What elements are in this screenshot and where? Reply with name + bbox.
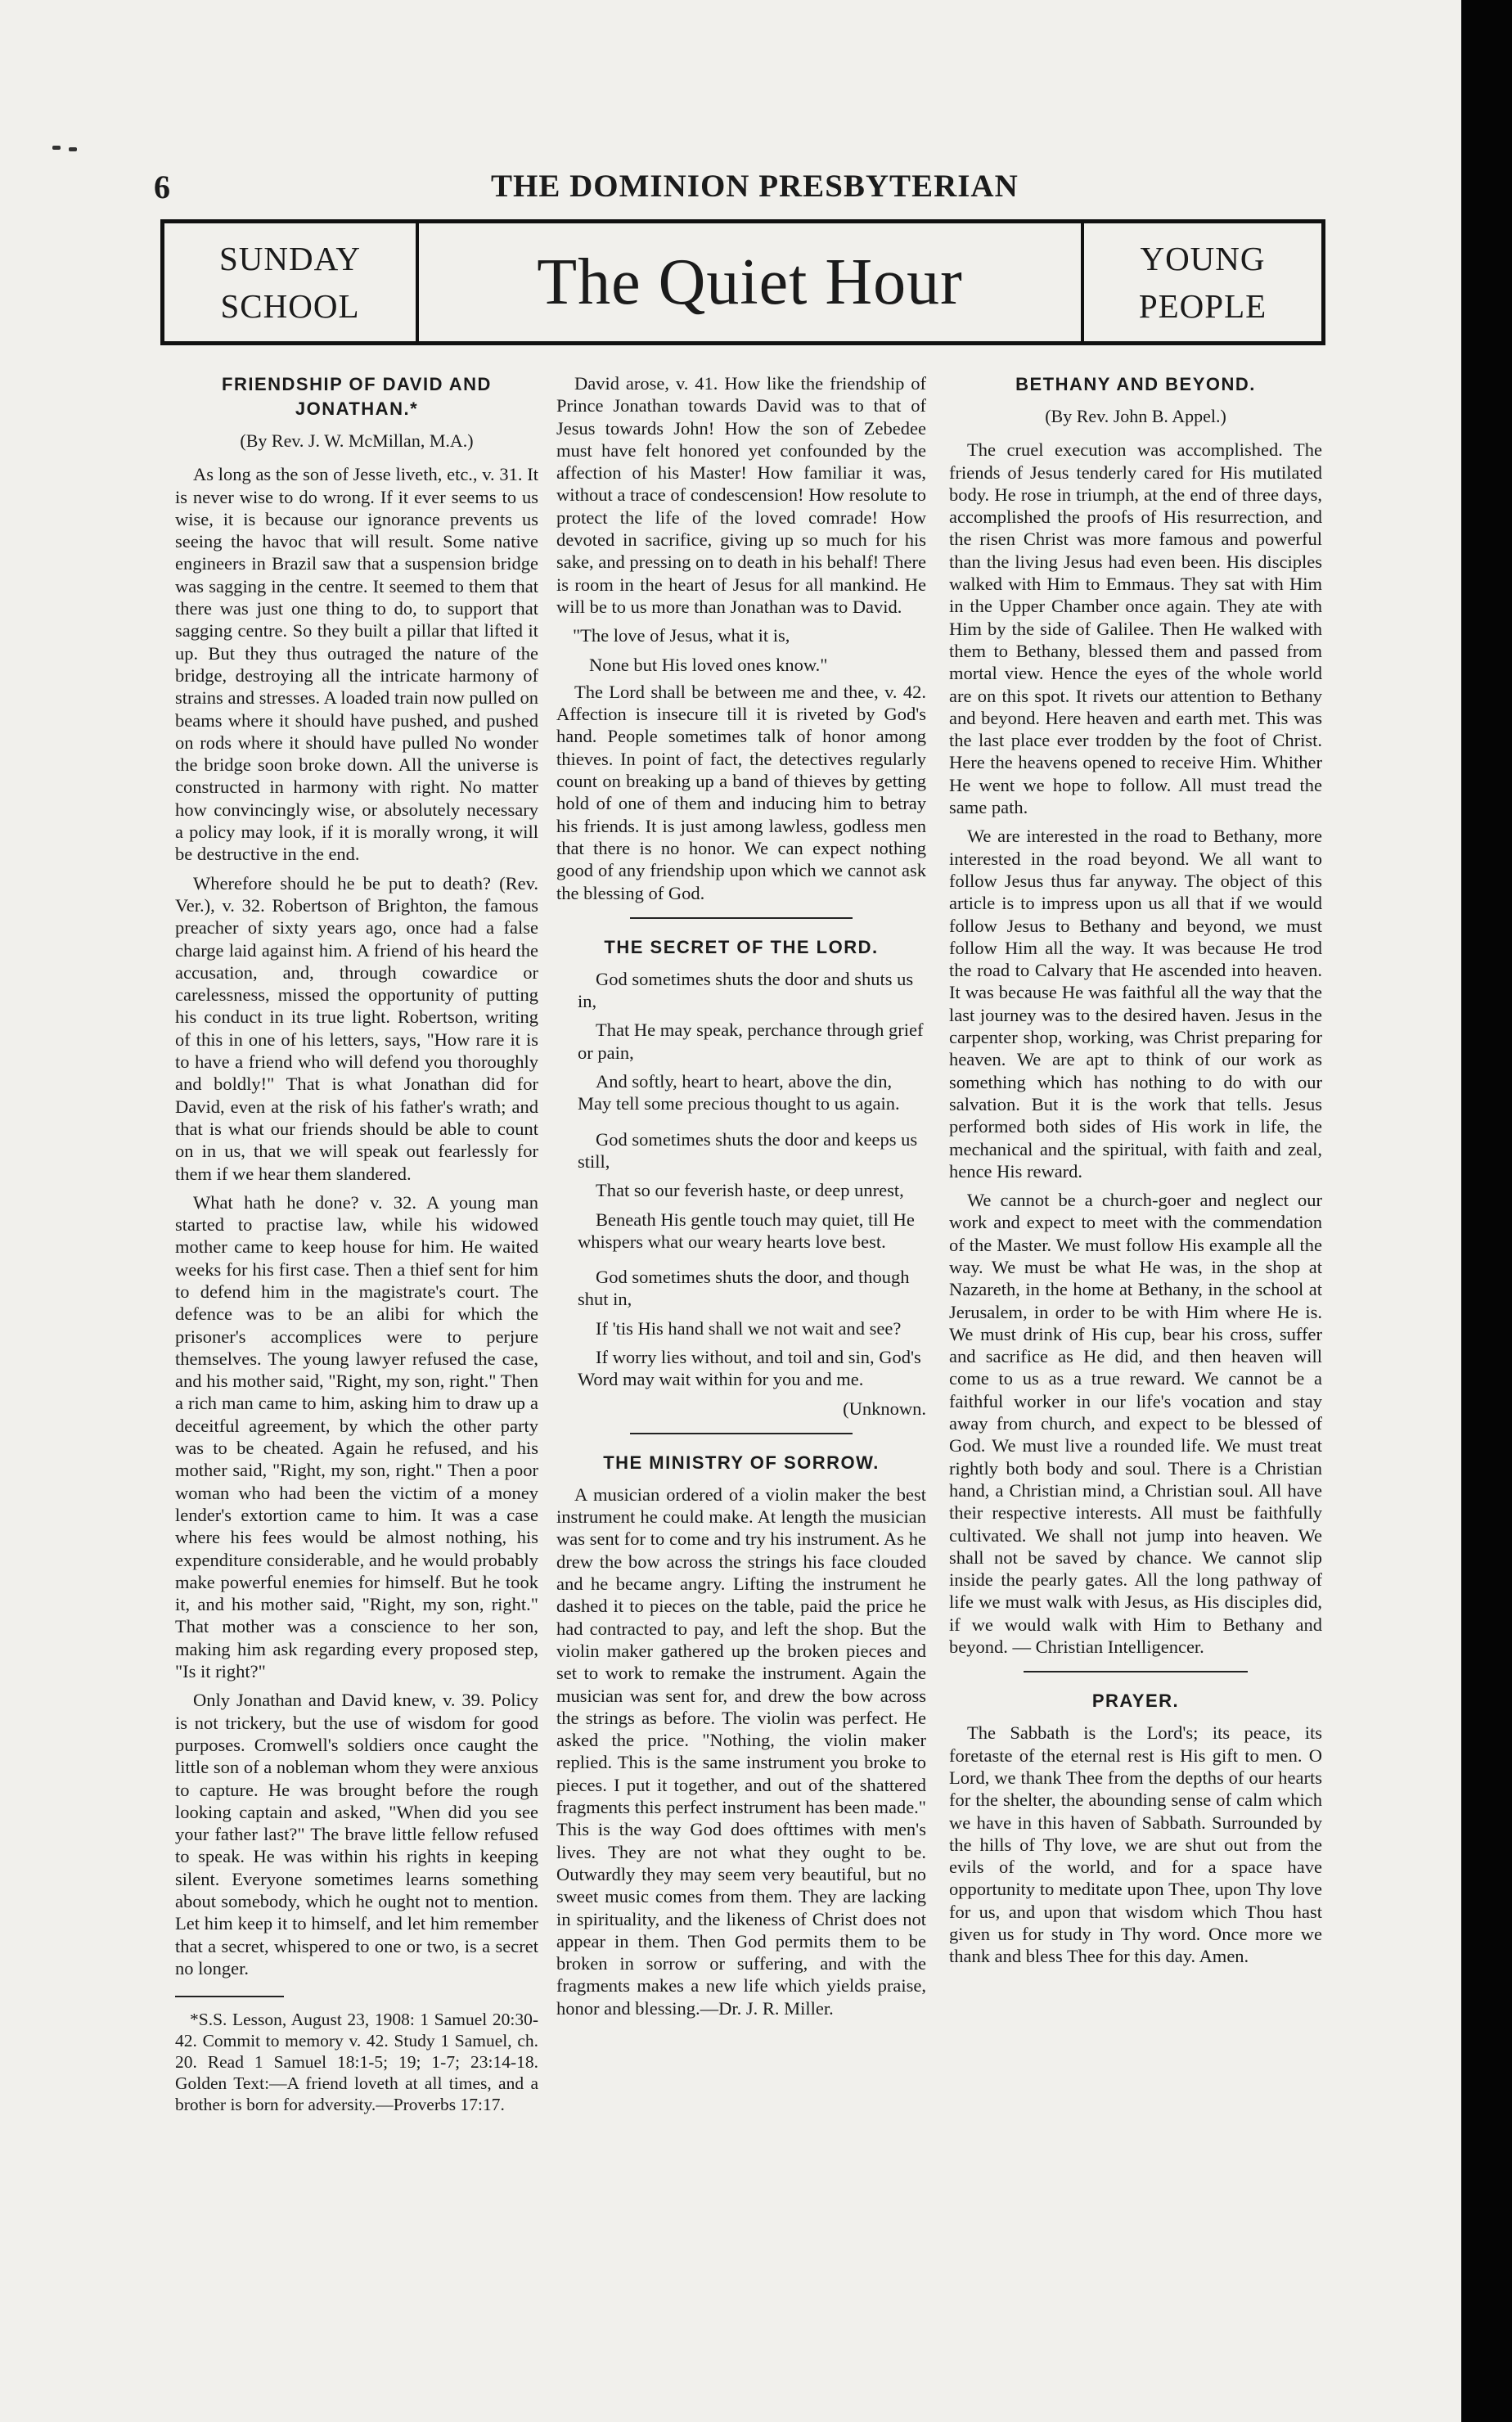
young-people-label bbox=[1081, 223, 1321, 341]
column-2 bbox=[556, 372, 926, 2026]
prayer-text: The Sabbath is the Lord's; its peace, its foretaste of the eternal rest is His gift to men. O Lord, we thank Thee from the depths of our hearts for the shelter, the abounding sense of calm which we have in this haven of Sabbath. Surrounded by the hills of Thy love, we are shut out from the evils of the world, and for a space have opportunity to meditate upon Thee, upon Thy love for us, and upon that wisdom which Thou hast given us for study in Thy word. Once more we thank and bless Thee for this day. Amen. bbox=[949, 1722, 1322, 1967]
poem-line: God sometimes shuts the door and keeps us still, bbox=[578, 1128, 918, 1172]
header-left-line1: SUNDAY bbox=[218, 240, 362, 277]
page-number: 6 bbox=[154, 169, 170, 205]
poem-stanza bbox=[556, 968, 926, 1115]
journal-title: THE DOMINION PRESBYTERIAN bbox=[491, 169, 1019, 204]
poem-attribution: (Unknown. bbox=[843, 1398, 926, 1419]
poem-line: Beneath His gentle touch may quiet, till He whispers what our weary hearts love best. bbox=[578, 1209, 915, 1252]
article-paragraph: What hath he done? v. 32. A young man started to practise law, while his widowed mother came to keep house for him. He waited weeks for his first case. Then a thief sent for him to defend him in the magistrate's court. The defence was to be an alibi for which the prisoner's accomplices were to perjure themselves. The young lawyer refused the case, and his mother said, "Right, my son, right." Then a rich man came to him, asking him to draw up a deceitful agreement, by which the other party was to be cheated. Again he refused, and his mother said, "Right, my son, right." Then a poor woman who had been the victim of a money lender's extortion came to him. It was a case where his fees would be almost nothing, his expenditure considerable, and he would probably make powerful enemies for himself. But he took it, and his mother said, "Right, my son, right." That mother was a conscience to her son, making him ask regarding every proposed step, "Is it right?" bbox=[175, 1191, 538, 1682]
article-paragraph: Only Jonathan and David knew, v. 39. Policy is not trickery, but the use of wisdom for good purposes. Cromwell's soldiers once caught the little son of a nobleman whom they were anxious to capture. He was brought before the rough looking captain and asked, "When did you see your father last?" The brave little fellow refused to speak. He was within his rights in keeping silent. Everyone sometimes learns something about somebody, which he ought not to mention. Let him keep it to himself, and let him remember that a secret, whispered to one or two, is a secret no longer. bbox=[175, 1690, 538, 1979]
poem-title: THE SECRET OF THE LORD. bbox=[604, 936, 879, 957]
poem-line: If worry lies without, and toil and sin, God's Word may wait within for you and me. bbox=[578, 1346, 921, 1390]
header-right-line1: YOUNG bbox=[1140, 240, 1266, 277]
article-paragraph: David arose, v. 41. How like the friendship of Prince Jonathan towards David was to that of Jesus towards John! How the son of Zebedee must have felt honored yet confounded by the affection of his Master! How familiar it was, without a trace of condescension! How resolute to protect the life of the loved comrade! How devoted in sacrifice, giving up so much for his sake, and pressing on to death in his behalf! There is room in the heart of Jesus for all mankind. He will be to us more than Jonathan was to David. bbox=[556, 373, 926, 617]
article-paragraph: The Lord shall be between me and thee, v. 42. Affection is insecure till it is riveted by God's hand. People sometimes talk of honor among thieves. In point of fact, the detectives regularly count on breaking up a band of thieves by getting hold of one of them and inducing him to betray his friends. It is just among lawless, godless men that there is no honor. We can expect nothing good of any friendship upon which we cannot ask the blessing of God. bbox=[556, 681, 926, 903]
section-rule bbox=[1024, 1671, 1248, 1672]
section-rule bbox=[630, 1433, 852, 1434]
poem-stanza bbox=[556, 1128, 926, 1253]
article-paragraph: As long as the son of Jesse liveth, etc., v. 31. It is never wise to do wrong. If it ever seems to us wise, it is because our ignorance prevents us seeing the havoc that will result. Some native engineers in Brazil saw that a suspension bridge was sagging in the centre. It seemed to them that there was just one thing to do, to support that sagging centre. So they built a pillar that lifted it up. But they thus outraged the nature of the bridge, destroying all the intricate harmony of strains and stresses. A loaded train now pulled on beams where it should have pushed, and pushed on rods where it should have pulled No wonder the bridge soon broke down. All the universe is constructed in harmony with right. No matter how convincingly wise, or absolutely necessary a policy may look, if it is morally wrong, it will be destructive in the end. bbox=[175, 464, 538, 865]
quote-line: "The love of Jesus, what it is, bbox=[573, 625, 790, 646]
scan-speck bbox=[52, 146, 61, 150]
scan-page-edge bbox=[1461, 0, 1512, 2422]
poem-line: God sometimes shuts the door, and though shut in, bbox=[578, 1267, 910, 1310]
article-paragraph: Wherefore should he be put to death? (Rev. Ver.), v. 32. Robertson of Brighton, the famous preacher of sixty years ago, once had a false charge laid against him. A friend of his heard the accusation, and, through cowardice or carelessness, missed the opportunity of putting his conduct in its true light. Robertson, writing of this in one of his letters, says, "How rare it is to have a friend who will defend you thoroughly and boldly!" That is what Jonathan did for David, even at the risk of his father's wrath; and that is what our friends should be able to count on in us, that we will speak out fearlessly for them if we hear them slandered. bbox=[175, 872, 538, 1184]
article-paragraph: We are interested in the road to Bethany, more interested in the road beyond. We all want to follow Jesus thus far anyway. The object of this article is to impress upon us all that if we would follow Jesus to Bethany and beyond, we must follow Him all the way. It was because He trod the road to Calvary that He ascended into heaven. It was because He was faithful all the way that the last journey was to the desired haven. Jesus in the carpenter shop, working, was Christ preparing for heaven. We are apt to think of our work as something which has nothing to do with our salvation. But it is the work that tells. Jesus performed both sides of His work in life, the mechanical and the spiritual, with faith and zeal, hence His reward. bbox=[949, 826, 1322, 1182]
section-title: The Quiet Hour bbox=[537, 245, 963, 318]
article-paragraph: A musician ordered of a violin maker the best instrument he could make. At length the musician was sent for to come and try his instrument. As he drew the bow across the strings his face clouded and he became angry. Lifting the instrument he dashed it to pieces on the table, paid the price he had contracted to pay, and left the shop. But the violin maker gathered up the broken pieces and set to work to remake the instrument. Again the musician was sent for, and drew the bow across the strings as before. The violin was perfect. He asked the price. "Nothing, the violin maker replied. This is the same instrument you broke to pieces. I put it together, and out of the shattered fragments this perfect instrument has been made." This is the way God does ofttimes with men's lives. They are not what they ought to be. Outwardly they may seem very beautiful, but no sweet music comes from them. They are lacking in spirituality, and the likeness of Christ does not appear in them. Then God permits them to be broken in sorrow or suffering, and with the fragments makes a new life which yields praise, honor and blessing.—Dr. J. R. Miller. bbox=[556, 1483, 926, 2019]
article-paragraph: We cannot be a church-goer and neglect our work and expect to meet with the commendation of the Master. We must follow His example all the way. We must be what He was, in the shop at Nazareth, in the home at Bethany, in the school at Jerusalem, in order to be with Him where He is. We must drink of His cup, bear his cross, suffer and sacrifice as He did, and then heaven will come to us as a true reward. We cannot be a faithful worker in our life's vocation and stay away from church, and expect to be blessed of God. We must live a rounded life. We must treat rightly both body and soul. There is a Christian hand, a Christian mind, a Christian soul. All have their respective interests. All must be faithfully cultivated. We shall not jump into heaven. We shall not be saved by chance. We cannot slip inside the pearly gates. All the long pathway of life we must walk with Jesus, as His disciples did, if we would walk with Him to Bethany and beyond. — Christian Intelligencer. bbox=[949, 1190, 1322, 1658]
article-title: THE MINISTRY OF SORROW. bbox=[603, 1452, 880, 1473]
footnote-text: *S.S. Lesson, August 23, 1908: 1 Samuel 20:30-42. Commit to memory v. 42. Study 1 Samuel, ch. 20. Read 1 Samuel 18:1-5; 19; 1-7; 23:14-18. Golden Text:—A friend loveth at all times, and a brother is born for adversity.—Proverbs 17:17. bbox=[175, 2010, 538, 2115]
poem-line: That He may speak, perchance through grief or pain, bbox=[578, 1020, 924, 1063]
header-right-line2: PEOPLE bbox=[1138, 287, 1267, 325]
article-title: FRIENDSHIP OF DAVID AND JONATHAN.* bbox=[222, 374, 492, 419]
poem-line: If 'tis His hand shall we not wait and see? bbox=[596, 1317, 902, 1339]
article-byline: (By Rev. J. W. McMillan, M.A.) bbox=[240, 430, 474, 451]
section-rule bbox=[630, 917, 852, 919]
header-left-line2: SCHOOL bbox=[220, 287, 360, 325]
column-3 bbox=[949, 372, 1322, 1974]
poem-line: God sometimes shuts the door and shuts us in, bbox=[578, 968, 914, 1012]
poem-line: And softly, heart to heart, above the din, May tell some precious thought to us again. bbox=[578, 1071, 900, 1114]
poem-stanza bbox=[556, 1266, 926, 1390]
article-title: BETHANY AND BEYOND. bbox=[1015, 374, 1256, 394]
column-1 bbox=[175, 372, 538, 2122]
scan-speck bbox=[69, 147, 77, 151]
article-paragraph: The cruel execution was accomplished. The friends of Jesus tenderly cared for His mutilated body. He rose in triumph, at the end of three days, accomplished the proofs of His resurrection, and the risen Christ was more famous and powerful than the living Jesus had even been. His disciples walked with Him to Emmaus. They sat with Him in the Upper Chamber once again. They ate with Him by the side of Galilee. Then He walked with them to Bethany, blessed them and passed from mortal view. Hence the eyes of the whole world are on this spot. It rivets our attention to Bethany and beyond. Here heaven and earth met. This was the last place ever trodden by the foot of Christ. Here the heavens opened to receive Him. Whither He went we hope to follow. All must tread the same path. bbox=[949, 439, 1322, 818]
prayer-title: PRAYER. bbox=[1091, 1690, 1180, 1712]
sunday-school-label bbox=[164, 223, 419, 341]
footnote-rule bbox=[175, 1996, 284, 1997]
section-header-box bbox=[160, 219, 1325, 345]
article-byline: (By Rev. John B. Appel.) bbox=[1045, 406, 1226, 426]
lesson-footnote bbox=[175, 2009, 538, 2115]
quote-line: None but His loved ones know." bbox=[589, 654, 828, 675]
poem-line: That so our feverish haste, or deep unrest, bbox=[596, 1180, 904, 1201]
